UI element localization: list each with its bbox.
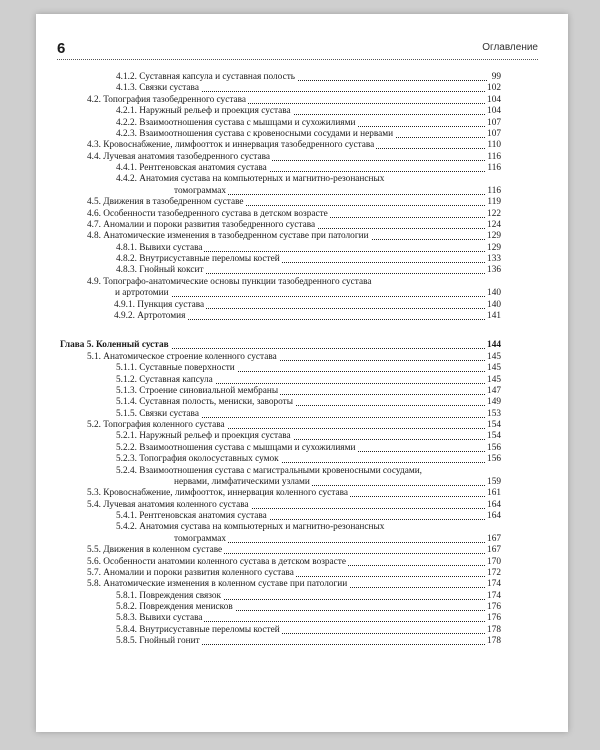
toc-entry-title: 4.2.2. Взаимоотношения сустава с мышцами и сухожилиями [116, 117, 356, 128]
toc-entry-title: 5.4.2. Анатомия сустава на компьютерных и магнитно-резонансных [116, 522, 385, 533]
toc-entry-page: 104 [487, 106, 501, 117]
toc-entry[interactable] [80, 106, 501, 117]
toc-entry-page: 176 [487, 602, 501, 613]
toc-entry-page: 107 [487, 117, 501, 128]
toc-entry[interactable] [80, 95, 501, 106]
toc-entry-title: 4.8.1. Вывихи сустава [116, 242, 203, 253]
toc-entry-title: томограммах [174, 533, 227, 544]
toc-entry[interactable] [80, 397, 501, 408]
toc-entry-title: 5.1. Анатомическое строение коленного сустава [87, 351, 277, 362]
toc-entry[interactable] [80, 375, 501, 386]
toc-entry-page: 145 [487, 351, 501, 362]
toc-entry[interactable] [80, 534, 501, 545]
toc-entry-title: 5.1.1. Суставные поверхности [116, 363, 235, 374]
toc-entry-title: 5.1.3. Строение синовиальной мембраны [116, 385, 279, 396]
toc-entry-page: 116 [487, 185, 501, 196]
toc-entry-page: 107 [487, 128, 501, 139]
toc-entry-title: 4.1.2. Суставная капсула и суставная полость [116, 72, 295, 82]
toc-entry-page: 170 [487, 556, 501, 567]
toc-entry-page: 178 [487, 636, 501, 647]
toc-entry-title: 5.7. Аномалии и пороки развития коленного сустава [87, 567, 294, 578]
toc-entry-page: 154 [487, 420, 501, 431]
toc-entry[interactable] [80, 409, 501, 420]
toc-entry-page: 129 [487, 231, 501, 242]
toc-entry[interactable] [80, 568, 501, 579]
toc-entry[interactable] [80, 500, 501, 511]
toc-entry-page: 110 [487, 140, 501, 151]
toc-entry[interactable] [80, 243, 501, 254]
toc-entry[interactable] [80, 477, 501, 488]
toc-entry-title: 4.9. Топографо-анатомические основы пункции тазобедренного сустава [87, 276, 372, 287]
toc-entry[interactable] [80, 602, 501, 613]
toc-entry-page: 133 [487, 254, 501, 265]
toc-entry-page: 174 [487, 579, 501, 590]
toc-entry[interactable] [80, 579, 501, 590]
toc-entry[interactable] [80, 352, 501, 363]
toc-entry[interactable] [60, 340, 501, 351]
toc-entry-page: 136 [487, 265, 501, 276]
toc-entry-title: 4.2. Топография тазобедренного сустава [87, 94, 247, 105]
toc-entry[interactable] [80, 129, 501, 140]
toc-entry[interactable] [80, 220, 501, 231]
toc-entry-title: нервами, лимфатическими узлами [174, 476, 310, 487]
toc-entry-page: 119 [487, 197, 501, 208]
toc-entry[interactable] [80, 386, 501, 397]
toc-entry-title: 5.8. Анатомические изменения в коленном суставе при патологии [87, 579, 348, 590]
toc-entry-page: 140 [487, 288, 501, 299]
toc-entry[interactable] [80, 545, 501, 556]
toc-entry-title: 5.3. Кровоснабжение, лимфоотток, иннервация коленного сустава [87, 488, 348, 499]
toc-entry-title: 5.2.1. Наружный рельеф и проекция сустава [116, 431, 291, 442]
toc-entry-page: 164 [487, 511, 501, 522]
toc-entry[interactable] [80, 443, 501, 454]
toc-entry[interactable] [80, 288, 501, 299]
toc-entry-title: 5.4. Лучевая анатомия коленного сустава [87, 499, 249, 510]
toc-entry-page: 145 [487, 363, 501, 374]
toc-entry-title: 4.9.1. Пункция сустава [114, 299, 205, 310]
toc-entry-title: 4.2.3. Взаимоотношения сустава с кровеносными сосудами и нервами [116, 128, 394, 139]
toc-entry[interactable] [80, 613, 501, 624]
toc-entry[interactable] [80, 140, 501, 151]
toc-entry-title: 4.2.1. Наружный рельеф и проекция сустава [116, 106, 291, 117]
toc-entry-title: 4.9.2. Артротомия [114, 310, 186, 321]
toc-entry-page: 116 [487, 151, 501, 162]
toc-entry-page: 129 [487, 242, 501, 253]
toc-entry[interactable] [80, 420, 501, 431]
toc-entry-title: 5.6. Особенности анатомии коленного сустава в детском возрасте [87, 556, 346, 567]
toc-entry-title: томограммах [174, 185, 227, 196]
toc-entry[interactable] [80, 636, 501, 647]
toc-entry[interactable] [80, 118, 501, 129]
toc-entry-title: 5.2.3. Топография околосуставных сумок [116, 454, 279, 465]
toc-entry-title: 4.4.2. Анатомия сустава на компьютерных и магнитно-резонансных [116, 174, 385, 185]
toc-entry-page: 167 [487, 545, 501, 556]
toc-entry-page: 156 [487, 454, 501, 465]
toc-entry-page: 174 [487, 590, 501, 601]
toc-entry-title: 5.1.4. Суставная полость, мениски, завороты [116, 397, 293, 408]
toc-entry[interactable] [80, 488, 501, 499]
toc-entry-page: 124 [487, 219, 501, 230]
toc-entry-page: 141 [487, 310, 501, 321]
toc-entry[interactable] [80, 591, 501, 602]
toc-entry-title: 4.7. Аномалии и пороки развития тазобедренного сустава [87, 219, 316, 230]
toc-entry[interactable] [80, 83, 501, 94]
toc-entry[interactable] [80, 186, 501, 197]
toc-entry-page: 167 [487, 533, 501, 544]
toc-entry[interactable] [80, 557, 501, 568]
toc-entry-page: 164 [487, 499, 501, 510]
toc-entry-page: 104 [487, 94, 501, 105]
toc-entry-title: 5.8.2. Повреждения менисков [116, 602, 233, 613]
toc-entry[interactable] [80, 265, 501, 276]
toc-entry-page: 176 [487, 613, 501, 624]
toc-entry-page: 153 [487, 408, 501, 419]
page-number: 6 [57, 40, 66, 57]
toc-entry-page: 172 [487, 567, 501, 578]
toc-entry-title: 5.4.1. Рентгеновская анатомия сустава [116, 511, 267, 522]
toc-entry-title: и артротомии [115, 288, 169, 299]
toc-entry[interactable] [80, 209, 501, 220]
toc-entry-title: 5.2.4. Взаимоотношения сустава с магистральными кровеносными сосудами, [116, 465, 422, 476]
toc-entry-title: 5.8.1. Повреждения связок [116, 590, 222, 601]
toc-entry[interactable] [80, 522, 501, 533]
running-title: Оглавление [482, 42, 538, 53]
dot-leader [119, 296, 487, 297]
toc-entry[interactable] [80, 72, 501, 83]
toc-entry-title: 5.1.5. Связки сустава [116, 408, 199, 419]
toc-entry-title: 4.3. Кровоснабжение, лимфоотток и иннервация тазобедренного сустава [87, 140, 375, 151]
toc-entry-page: 140 [487, 299, 501, 310]
toc-entry-title: 5.2.2. Взаимоотношения сустава с мышцами и сухожилиями [116, 442, 356, 453]
toc-entry-title: 5.2. Топография коленного сустава [87, 420, 225, 431]
toc-entry[interactable] [80, 277, 501, 288]
toc-entry[interactable] [80, 163, 501, 174]
toc-entry-title: 4.8. Анатомические изменения в тазобедренном суставе при патологии [87, 231, 369, 242]
toc-entry-title: 5.8.4. Внутрисуставные переломы костей [116, 624, 280, 635]
toc-entry-title: 4.8.3. Гнойный коксит [116, 265, 204, 276]
toc-entry-page: 147 [487, 385, 501, 396]
toc-entry[interactable] [80, 174, 501, 185]
toc-entry-page: 161 [487, 488, 501, 499]
toc-entry[interactable] [80, 254, 501, 265]
toc-entry-title: 5.8.5. Гнойный гонит [116, 636, 200, 647]
toc-entry-title: 4.4.1. Рентгеновская анатомия сустава [116, 163, 267, 174]
toc-entry-page: 145 [487, 374, 501, 385]
toc-entry[interactable] [80, 431, 501, 442]
toc-entry-page: 149 [487, 397, 501, 408]
toc-entry[interactable] [80, 466, 501, 477]
toc-entry[interactable] [80, 511, 501, 522]
toc-entry[interactable] [80, 197, 501, 208]
toc-entry-title: 4.5. Движения в тазобедренном суставе [87, 197, 244, 208]
toc-entry-title: 4.4. Лучевая анатомия тазобедренного сустава [87, 151, 270, 162]
toc-entry-page: 116 [487, 163, 501, 174]
toc-entry-title: 4.1.3. Связки сустава [116, 83, 199, 94]
toc-entry[interactable] [80, 300, 501, 311]
toc-entry-title: 5.1.2. Суставная капсула [116, 374, 213, 385]
toc-entry[interactable] [80, 311, 501, 322]
toc-entry-title: 4.8.2. Внутрисуставные переломы костей [116, 254, 280, 265]
toc-entry-page: 122 [487, 208, 501, 219]
toc-entry-title: Глава 5. Коленный сустав [60, 340, 169, 351]
toc-entry[interactable] [80, 363, 501, 374]
header-divider [57, 59, 538, 60]
toc-entry[interactable] [80, 231, 501, 242]
toc-entry-page: 144 [487, 340, 501, 351]
toc-entry-title: 4.6. Особенности тазобедренного сустава в детском возрасте [87, 208, 328, 219]
toc-entry[interactable] [80, 152, 501, 163]
toc-entry-page: 156 [487, 442, 501, 453]
toc-entry-title: 5.5. Движения в коленном суставе [87, 545, 223, 556]
toc-entry-page: 99 [491, 72, 501, 82]
toc-entry[interactable] [80, 625, 501, 636]
toc-entry-page: 159 [487, 476, 501, 487]
toc-entry[interactable] [80, 454, 501, 465]
toc-entry-page: 154 [487, 431, 501, 442]
toc-entry-title: 5.8.3. Вывихи сустава [116, 613, 203, 624]
toc-entry-page: 178 [487, 624, 501, 635]
page-header [57, 38, 538, 58]
toc-entry-page: 102 [487, 83, 501, 94]
